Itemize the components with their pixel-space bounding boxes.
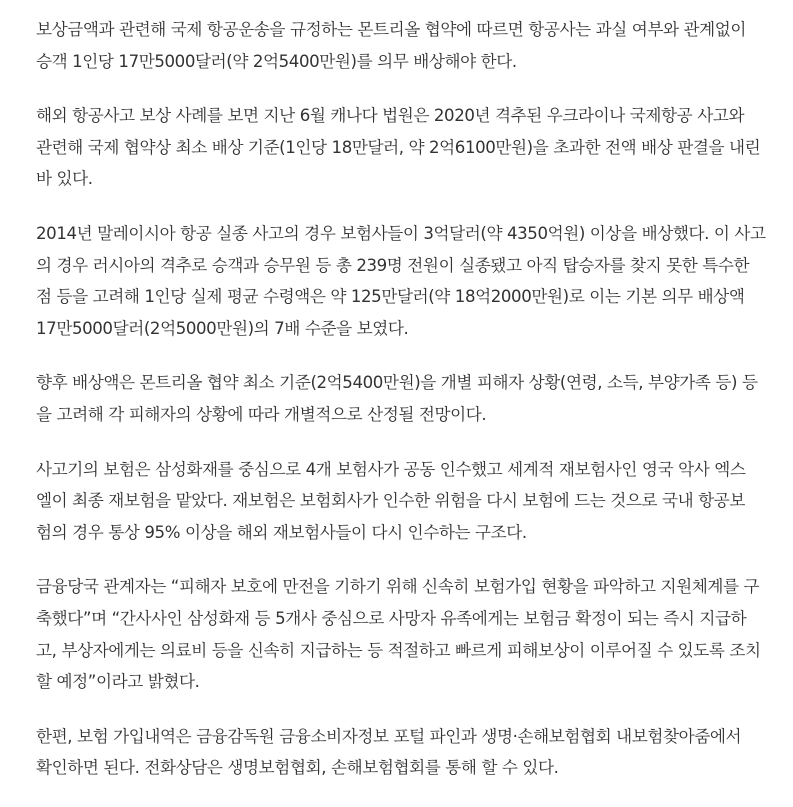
text-line: 해외 항공사고 보상 사례를 보면 지난 6월 캐나다 법원은 2020년 격추된 우크라이나 국제항공 사고와: [36, 106, 745, 126]
text-line: 승객 1인당 17만5000달러(약 2억5400만원)를 의무 배상해야 한다.: [36, 51, 517, 71]
paragraph-montreal-convention: [36, 14, 776, 77]
text-line: 의 경우 러시아의 격추로 승객과 승무원 등 총 239명 전원이 실종됐고 아직 탑승자를 찾지 못한 특수한: [36, 255, 750, 275]
text-line: 고, 부상자에게는 의료비 등을 신속히 지급하는 등 적절하고 빠르게 피해보상이 이루어질 수 있도록 조치: [36, 640, 761, 660]
paragraph-inquiry-guide: [36, 721, 776, 784]
paragraph-insurance-structure: [36, 454, 776, 549]
paragraph-future-compensation: [36, 367, 776, 430]
text-line: 사고기의 보험은 삼성화재를 중심으로 4개 보험사가 공동 인수했고 세계적 재보험사인 영국 악사 엑스: [36, 459, 746, 479]
text-line: 관련해 국제 협약상 최소 배상 기준(1인당 18만달러, 약 2억6100만원)을 초과한 전액 배상 판결을 내린: [36, 137, 761, 157]
text-line: 2014년 말레이시아 항공 실종 사고의 경우 보험사들이 3억달러(약 4350억원) 이상을 배상했다. 이 사고: [36, 223, 766, 243]
text-line: 을 고려해 각 피해자의 상황에 따라 개별적으로 산정될 전망이다.: [36, 404, 487, 424]
text-line: 향후 배상액은 몬트리올 협약 최소 기준(2억5400만원)을 개별 피해자 상황(연령, 소득, 부양가족 등) 등: [36, 373, 758, 393]
text-line: 할 예정”이라고 밝혔다.: [36, 672, 200, 692]
text-line: 17만5000달러(2억5000만원)의 7배 수준을 보였다.: [36, 318, 409, 338]
text-line: 축했다”며 “간사사인 삼성화재 등 5개사 중심으로 사망자 유족에게는 보험금 확정이 되는 즉시 지급하: [36, 608, 747, 628]
text-line: 금융당국 관계자는 “피해자 보호에 만전을 기하기 위해 신속히 보험가입 현황을 파악하고 지원체계를 구: [36, 577, 760, 597]
text-line: 보상금액과 관련해 국제 항공운송을 규정하는 몬트리올 협약에 따르면 항공사는 과실 여부와 관계없이: [36, 20, 747, 39]
text-line: 험의 경우 통상 95% 이상을 해외 재보험사들이 다시 인수하는 구조다.: [36, 522, 527, 542]
text-line: 한편, 보험 가입내역은 금융감독원 금융소비자정보 포털 파인과 생명·손해보험협회 내보험찾아줌에서: [36, 726, 742, 746]
text-line: 점 등을 고려해 1인당 실제 평균 수령액은 약 125만달러(약 18억2000만원)로 이는 기본 의무 배상액: [36, 287, 745, 307]
article-body: [36, 14, 776, 807]
paragraph-canada-court-case: [36, 100, 776, 195]
paragraph-malaysia-airlines-case: [36, 218, 776, 344]
text-line: 바 있다.: [36, 169, 93, 189]
text-line: 확인하면 된다. 전화상담은 생명보험협회, 손해보험협회를 통해 할 수 있다.: [36, 758, 559, 778]
paragraph-regulator-quote: [36, 571, 776, 697]
text-line: 엘이 최종 재보험을 맡았다. 재보험은 보험회사가 인수한 위험을 다시 보험에 드는 것으로 국내 항공보: [36, 491, 746, 511]
